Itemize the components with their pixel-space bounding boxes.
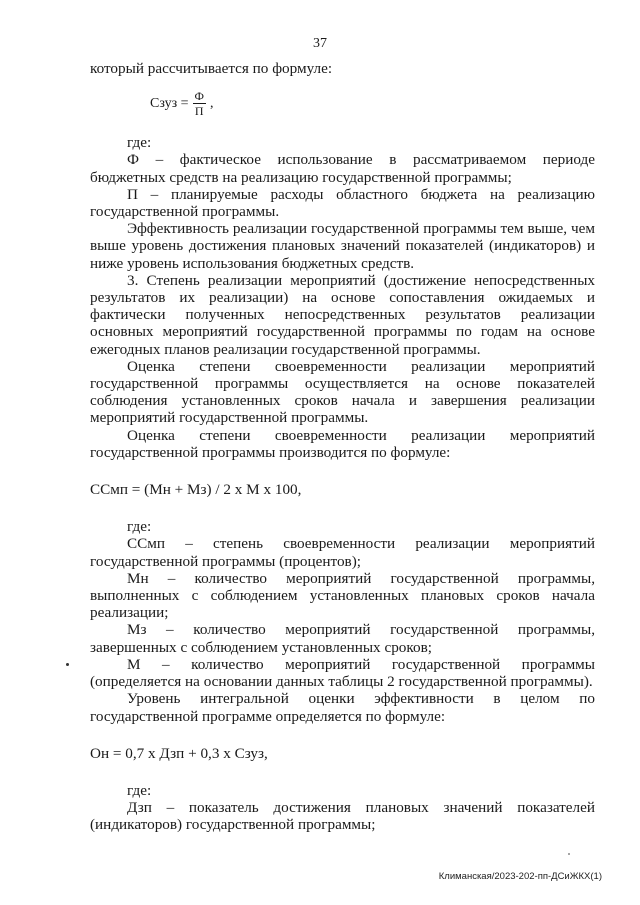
intro-line: который рассчитывается по формуле:: [90, 60, 333, 77]
formula-timeliness: ССмп = (Мн + Мз) / 2 х М х 100,: [90, 481, 302, 499]
definition-mn: Мн – количество мероприятий государственной программы, выполненных с соблюдением установленных плановых сроков начала реализации;: [90, 569, 595, 622]
formula1-numerator: Ф: [194, 89, 204, 104]
formula1-tail: ,: [209, 96, 214, 112]
definition-p: П – планируемые расходы областного бюджета на реализацию государственной программы.: [90, 185, 595, 221]
document-body: [90, 60, 595, 834]
definition-f: Ф – фактическое использование в рассматриваемом периоде бюджетных средств на реализацию государственной программы;: [90, 151, 595, 186]
paragraph-efficiency: Эффективность реализации государственной программы тем выше, чем выше уровень достижения плановых значений показателей (индикаторов) и ниже уровень использования бюджетных средств.: [90, 220, 595, 272]
formula-budget-efficiency: [90, 89, 595, 118]
formula1-lhs: Сзуз =: [150, 96, 189, 112]
paragraph-integral-level: Уровень интегральной оценки эффективности в целом по государственной программе определяется по формуле:: [90, 690, 595, 725]
definition-m: М – количество мероприятий государственной программы (определяется на основании данных таблицы 2 государственной программы).: [90, 655, 595, 691]
formula-integral: Он = 0,7 х Дзп + 0,3 х Сзуз,: [90, 744, 268, 762]
page-number: 37: [313, 36, 327, 51]
formula1-fraction: [193, 89, 206, 118]
definition-mz: Мз – количество мероприятий государственной программы, завершенных с соблюдением установленных сроков;: [90, 621, 595, 656]
paragraph-assessment-2: Оценка степени своевременности реализации мероприятий государственной программы производится по формуле:: [90, 426, 595, 461]
definition-ccmp: ССмп – степень своевременности реализации мероприятий государственной программы (процентов);: [90, 535, 595, 570]
paragraph-section-3: 3. Степень реализации мероприятий (достижение непосредственных результатов их реализации) на основе сопоставления ожидаемых и фактически полученных непосредственных результатов реализации основных мероприятий государственной программы по годам на основе ежегодных планов реализации государственной программы.: [90, 271, 595, 358]
where-label-1: где:: [127, 134, 152, 152]
scan-speck: [66, 663, 69, 666]
scan-speck: [568, 853, 570, 855]
where-label-2: где:: [127, 518, 152, 536]
definition-dzp: Дзп – показатель достижения плановых значений показателей (индикаторов) государственной программы;: [90, 799, 595, 834]
where-label-3: где:: [127, 781, 152, 799]
paragraph-assessment-1: Оценка степени своевременности реализации мероприятий государственной программы осуществляется на основе показателей соблюдения установленных сроков начала и завершения реализации мероприятий государственной программы.: [90, 357, 595, 427]
document-footer-code: Климанская/2023-202-пп-ДСиЖКХ(1): [438, 871, 602, 882]
formula1-denominator: П: [194, 104, 204, 119]
